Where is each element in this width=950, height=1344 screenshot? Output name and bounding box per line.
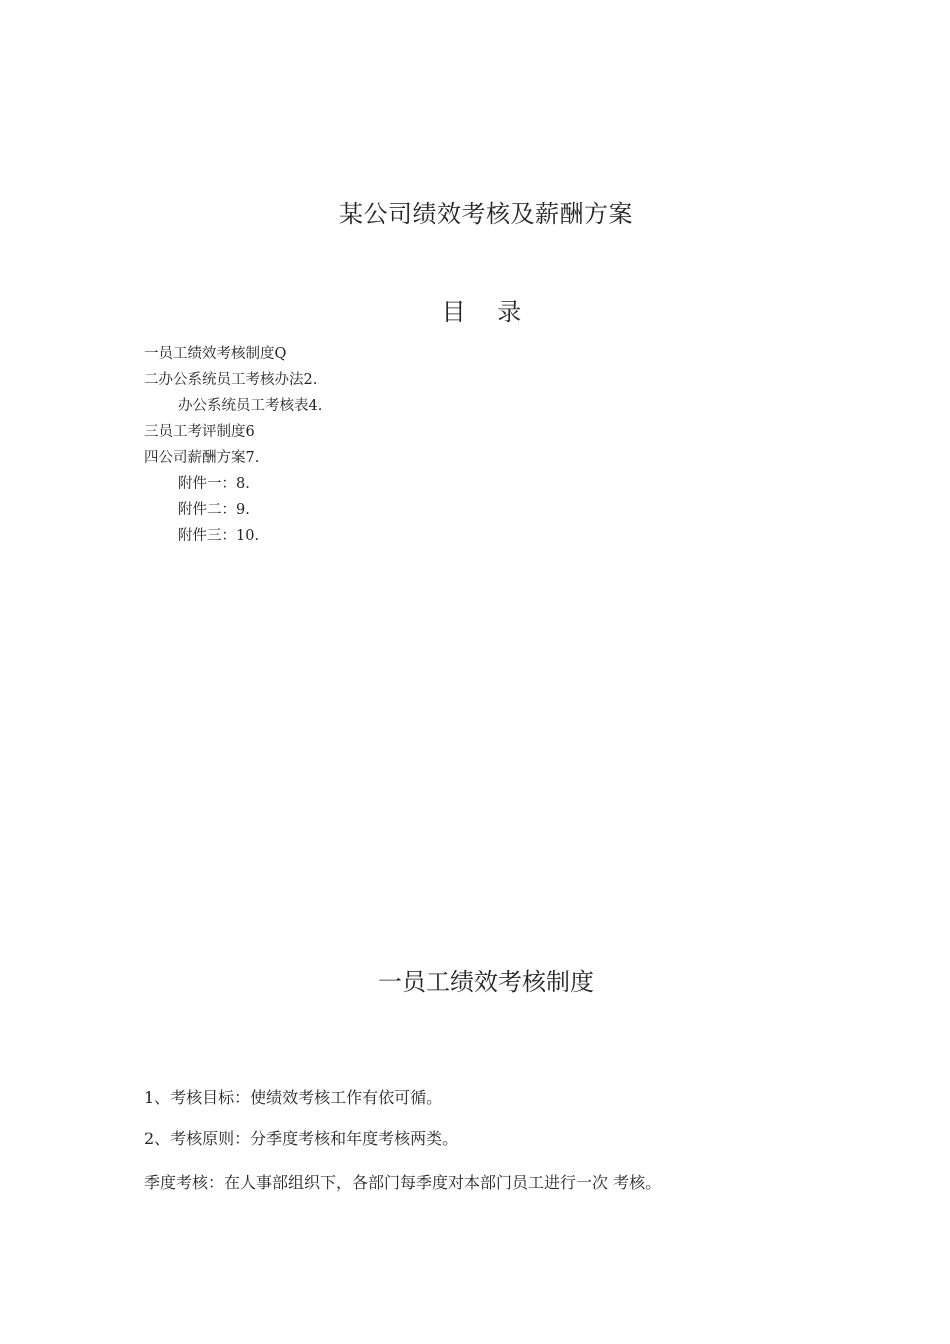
section-title: 一员工绩效考核制度: [378, 968, 594, 996]
toc-item[interactable]: 三员工考评制度6: [144, 424, 255, 440]
paragraph: 季度考核：在人事部组织下，各部门每季度对本部门员工进行一次 考核。: [144, 1173, 662, 1192]
toc-item[interactable]: 一员工绩效考核制度Q: [144, 346, 287, 362]
toc-subitem[interactable]: 附件二：9.: [178, 502, 250, 518]
toc-item[interactable]: 二办公系统员工考核办法2.: [144, 372, 318, 388]
toc-subitem[interactable]: 附件三：10.: [178, 528, 260, 544]
toc-heading: 目 录: [441, 298, 534, 326]
toc-subitem[interactable]: 办公系统员工考核表4.: [178, 398, 323, 414]
toc-subitem[interactable]: 附件一：8.: [178, 476, 250, 492]
toc-item[interactable]: 四公司薪酬方案7.: [144, 450, 260, 466]
paragraph: 2、考核原则：分季度考核和年度考核两类。: [144, 1129, 459, 1148]
document-title: 某公司绩效考核及薪酬方案: [339, 200, 633, 228]
paragraph: 1、考核目标：使绩效考核工作有依可循。: [144, 1088, 443, 1107]
table-of-contents: [144, 344, 322, 552]
